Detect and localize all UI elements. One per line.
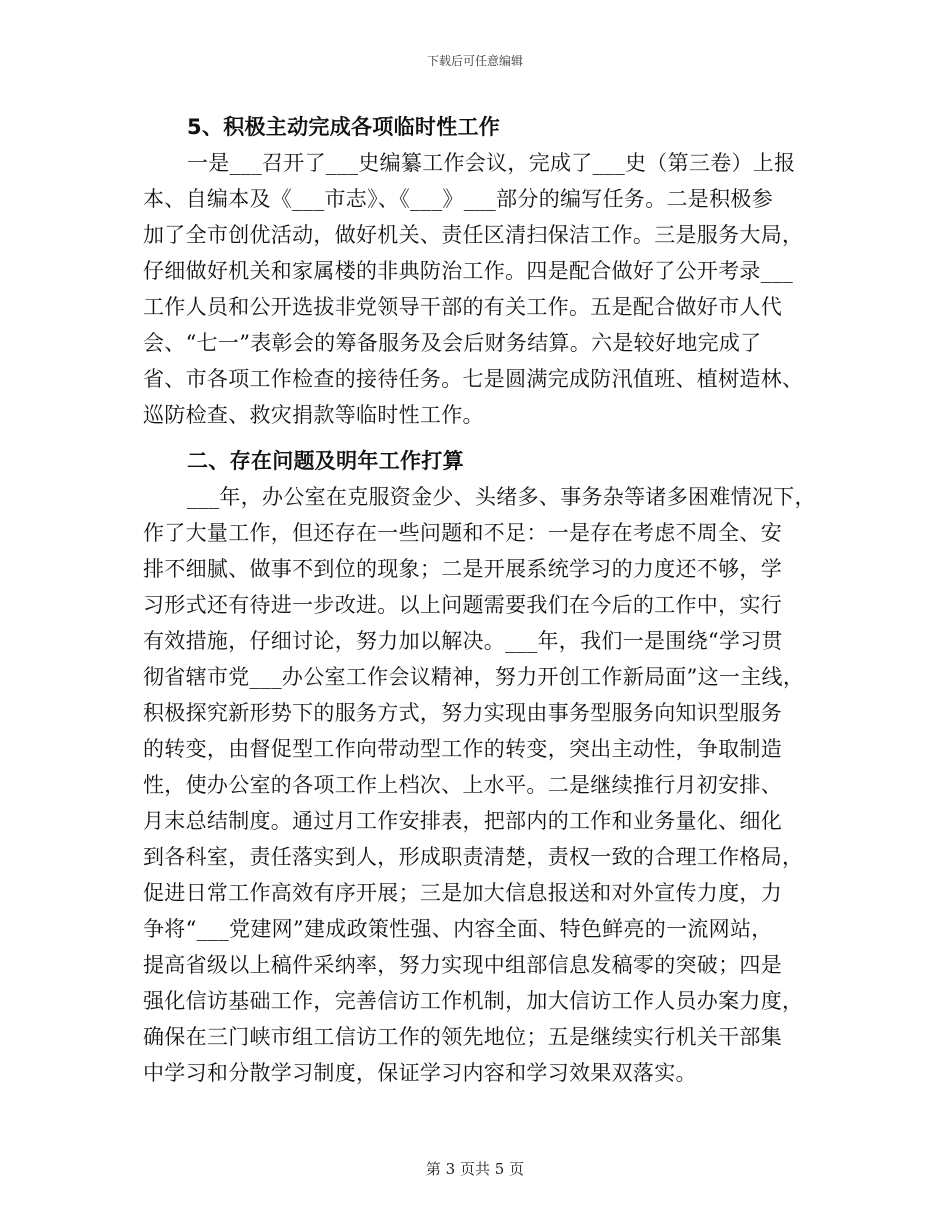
paragraph-line: 有效措施，仔细讨论，努力加以解决。___年，我们一是围绕“学习贯 bbox=[143, 629, 783, 653]
paragraph-line: 强化信访基础工作，完善信访工作机制，加大信访工作人员办案力度， bbox=[143, 989, 804, 1013]
section-heading: 5、积极主动完成各项临时性工作 bbox=[187, 115, 501, 139]
page-header: 下载后可任意编辑 bbox=[426, 54, 523, 68]
paragraph-line: 积极探究新形势下的服务方式，努力实现由事务型服务向知识型服务 bbox=[143, 701, 782, 725]
paragraph-line: 彻省辖市党___办公室工作会议精神，努力开创工作新局面”这一主线， bbox=[143, 665, 805, 689]
paragraph-line: 工作人员和公开选拔非党领导干部的有关工作。五是配合做好市人代 bbox=[143, 295, 782, 319]
paragraph-line: 作了大量工作，但还存在一些问题和不足：一是存在考虑不周全、安 bbox=[143, 521, 782, 545]
paragraph-line: 本、自编本及《___市志》、《___》___部分的编写任务。二是积极参 bbox=[143, 187, 773, 211]
paragraph-line: 确保在三门峡市组工信访工作的领先地位；五是继续实行机关干部集 bbox=[143, 1025, 782, 1049]
paragraph-line: 争将“___党建网”建成政策性强、内容全面、特色鲜亮的一流网站， bbox=[143, 917, 773, 941]
paragraph-line: 加了全市创优活动，做好机关、责任区清扫保洁工作。三是服务大局， bbox=[143, 223, 804, 247]
paragraph-line: ___年，办公室在克服资金少、头绪多、事务杂等诸多困难情况下， bbox=[187, 485, 816, 509]
paragraph-line: 的转变，由督促型工作向带动型工作的转变，突出主动性，争取制造 bbox=[143, 737, 782, 761]
paragraph-line: 促进日常工作高效有序开展；三是加大信息报送和对外宣传力度，力 bbox=[143, 881, 782, 905]
paragraph-line: 排不细腻、做事不到位的现象；二是开展系统学习的力度还不够，学 bbox=[143, 557, 782, 581]
paragraph-line: 性，使办公室的各项工作上档次、上水平。二是继续推行月初安排、 bbox=[143, 773, 782, 797]
paragraph-line: 省、市各项工作检查的接待任务。七是圆满完成防汛值班、植树造林、 bbox=[143, 367, 804, 391]
page-number-footer: 第 3 页共 5 页 bbox=[425, 1160, 525, 1178]
paragraph-line: 仔细做好机关和家属楼的非典防治工作。四是配合做好了公开考录___ bbox=[143, 259, 794, 283]
paragraph-line: 一是___召开了___史编纂工作会议，完成了___史（第三卷）上报 bbox=[187, 151, 796, 175]
section-heading: 二、存在问题及明年工作打算 bbox=[187, 449, 464, 473]
paragraph-line: 到各科室，责任落实到人，形成职责清楚，责权一致的合理工作格局， bbox=[143, 845, 804, 869]
paragraph-line: 习形式还有待进一步改进。以上问题需要我们在今后的工作中，实行 bbox=[143, 593, 782, 617]
paragraph-line: 中学习和分散学习制度，保证学习内容和学习效果双落实。 bbox=[143, 1061, 697, 1085]
paragraph-line: 月末总结制度。通过月工作安排表，把部内的工作和业务量化、细化 bbox=[143, 809, 782, 833]
paragraph-line: 提高省级以上稿件采纳率，努力实现中组部信息发稿零的突破；四是 bbox=[143, 953, 782, 977]
paragraph-line: 巡防检查、救灾捐款等临时性工作。 bbox=[143, 403, 484, 427]
paragraph-line: 会、“七一”表彰会的筹备服务及会后财务结算。六是较好地完成了 bbox=[143, 331, 762, 355]
